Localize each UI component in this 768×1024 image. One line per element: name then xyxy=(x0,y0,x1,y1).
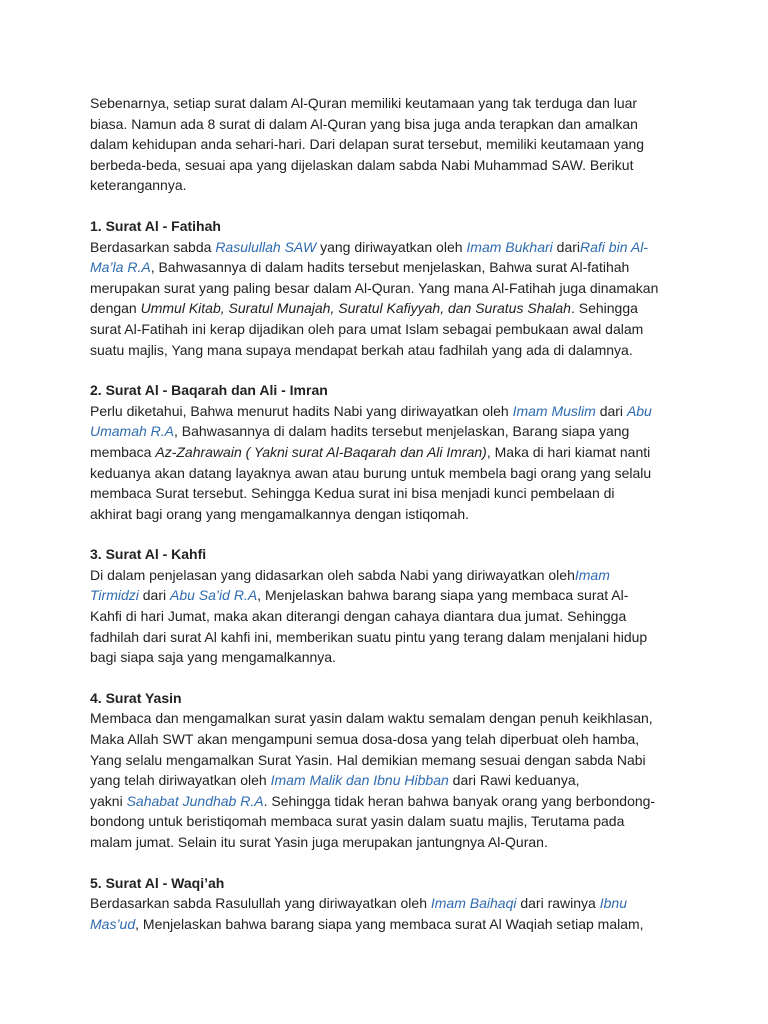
section-heading: 3. Surat Al - Kahfi xyxy=(90,546,207,563)
text: Perlu diketahui, Bahwa menurut hadits Nabi yang diriwayatkan oleh xyxy=(90,402,513,419)
body-line xyxy=(90,442,708,463)
text: , Menjelaskan bahwa barang siapa yang membaca surat Al- xyxy=(257,587,629,604)
body-line: akhirat bagi orang yang mengamalkannya dengan istiqomah. xyxy=(90,505,470,522)
text: yakni xyxy=(90,792,127,809)
link-imam-bukhari[interactable]: Imam Bukhari xyxy=(466,238,553,255)
link-imam-tirmidzi[interactable]: Imam xyxy=(574,566,610,583)
body-line: bondong untuk beristiqomah membaca surat yasin dalam suatu majlis, Terutama pada xyxy=(90,813,625,830)
section-heading: 2. Surat Al - Baqarah dan Ali - Imran xyxy=(90,382,328,399)
text: , Bahwasannya di dalam hadits tersebut menjelaskan, Bahwa surat Al-fatihah xyxy=(150,259,630,276)
link-abu-umamah[interactable]: Umamah R.A xyxy=(90,423,175,440)
body-line: Membaca dan mengamalkan surat yasin dalam waktu semalam dengan penuh keikhlasan, xyxy=(90,710,653,727)
section-yasin xyxy=(90,688,708,853)
body-line xyxy=(90,401,708,422)
text: , Maka di hari kiamat nanti xyxy=(486,443,651,460)
link-imam-muslim[interactable]: Imam Muslim xyxy=(512,402,596,419)
intro-line: biasa. Namun ada 8 surat di dalam Al-Quran yang bisa juga anda terapkan dan amalkan xyxy=(90,115,638,132)
body-line: fadhilah dari surat Al kahfi ini, memberikan suatu pintu yang terang dalam menjalani hidup xyxy=(90,628,648,645)
text: dari xyxy=(552,238,581,255)
section-al-fatihah xyxy=(90,216,708,360)
body-line: Maka Allah SWT akan mengampuni semua dosa-dosa yang telah diperbuat oleh hamba, xyxy=(90,731,640,748)
body-line xyxy=(90,791,708,812)
intro-line: berbeda-beda, sesuai apa yang dijelaskan dalam sabda Nabi Muhammad SAW. Berikut xyxy=(90,156,634,173)
body-line xyxy=(90,298,708,319)
italic-text: Ummul Kitab, Suratul Munajah, Suratul Kafiyyah, dan Suratus Shalah xyxy=(140,300,571,317)
text: dengan xyxy=(90,300,141,317)
link-rafi-bin-al-mala[interactable]: Ma’la R.A xyxy=(90,259,151,276)
text: , Menjelaskan bahwa barang siapa yang membaca surat Al Waqiah setiap malam, xyxy=(135,915,644,932)
text: Berdasarkan sabda Rasulullah yang diriwayatkan oleh xyxy=(90,895,431,912)
text: Di dalam penjelasan yang didasarkan oleh sabda Nabi yang diriwayatkan oleh xyxy=(90,566,575,583)
body-line: Kahfi di hari Jumat, maka akan diterangi dengan cahaya diantara dua jumat. Sehingga xyxy=(90,608,627,625)
section-heading: 4. Surat Yasin xyxy=(90,689,182,706)
text: membaca xyxy=(90,443,156,460)
body-line: surat Al-Fatihah ini kerap dijadikan oleh para umat Islam sebagai pembukaan awal dalam xyxy=(90,320,644,337)
link-abu-said[interactable]: Abu Sa’id R.A xyxy=(170,587,258,604)
body-line xyxy=(90,914,708,935)
body-line: malam jumat. Selain itu surat Yasin juga merupakan jantungnya Al-Quran. xyxy=(90,834,548,850)
body-line: Yang selalu mengamalkan Surat Yasin. Hal demikian memang sesuai dengan sabda Nabi xyxy=(90,751,646,768)
section-heading: 5. Surat Al - Waqi’ah xyxy=(90,874,225,891)
body-line: bagi siapa saja yang mengamalkannya. xyxy=(90,649,336,666)
link-imam-malik-ibnu-hibban[interactable]: Imam Malik dan Ibnu Hibban xyxy=(270,772,449,789)
text: yang diriwayatkan oleh xyxy=(316,238,467,255)
link-rasulullah-saw[interactable]: Rasulullah SAW xyxy=(215,238,317,255)
link-sahabat-jundhab[interactable]: Sahabat Jundhab R.A xyxy=(126,792,264,809)
section-al-baqarah-ali-imran xyxy=(90,380,708,524)
body-line: merupakan surat yang paling besar dalam Al-Quran. Yang mana Al-Fatihah juga dinamakan xyxy=(90,279,659,296)
body-line: keduanya akan datang layaknya awan atau burung untuk membela bagi orang yang selalu xyxy=(90,464,652,481)
intro-line: dalam kehidupan anda sehari-hari. Dari delapan surat tersebut, memiliki keutamaan yang xyxy=(90,136,645,153)
intro-line: keterangannya. xyxy=(90,177,187,194)
section-al-kahfi xyxy=(90,544,708,668)
body-line xyxy=(90,237,708,258)
italic-text: Az-Zahrawain ( Yakni surat Al-Baqarah dan Ali Imran) xyxy=(155,443,487,460)
link-ibnu-masud[interactable]: Ibnu xyxy=(599,895,627,912)
text: . Sehingga xyxy=(570,300,638,317)
text: dari Rawi keduanya, xyxy=(448,772,580,789)
body-line: suatu majlis, Yang mana supaya mendapat berkah atau fadhilah yang ada di dalamnya. xyxy=(90,341,633,358)
text: dari rawinya xyxy=(516,895,600,912)
text: , Bahwasannya di dalam hadits tersebut menjelaskan, Barang siapa yang xyxy=(174,423,630,440)
link-ibnu-masud[interactable]: Mas’ud xyxy=(90,915,136,932)
text: Berdasarkan sabda xyxy=(90,238,216,255)
text: yang telah diriwayatkan oleh xyxy=(90,772,271,789)
intro-paragraph xyxy=(90,93,708,196)
text: . Sehingga tidak heran bahwa banyak orang yang berbondong- xyxy=(263,792,656,809)
body-line xyxy=(90,421,708,442)
link-abu-umamah[interactable]: Abu xyxy=(626,402,652,419)
body-line xyxy=(90,770,708,791)
text: dari xyxy=(138,587,170,604)
text: dari xyxy=(595,402,627,419)
body-line xyxy=(90,257,708,278)
body-line xyxy=(90,893,708,914)
body-line xyxy=(90,565,708,586)
link-imam-baihaqi[interactable]: Imam Baihaqi xyxy=(430,895,517,912)
link-imam-tirmidzi[interactable]: Tirmidzi xyxy=(90,587,139,604)
intro-line: Sebenarnya, setiap surat dalam Al-Quran memiliki keutamaan yang tak terduga dan luar xyxy=(90,95,638,111)
section-heading: 1. Surat Al - Fatihah xyxy=(90,217,221,234)
link-rafi-bin-al-mala[interactable]: Rafi bin Al- xyxy=(580,238,648,255)
body-line: membaca Surat tersebut. Sehingga Kedua surat ini bisa menjadi kunci pembelaan di xyxy=(90,485,615,502)
section-al-waqiah xyxy=(90,873,708,935)
body-line xyxy=(90,585,708,606)
